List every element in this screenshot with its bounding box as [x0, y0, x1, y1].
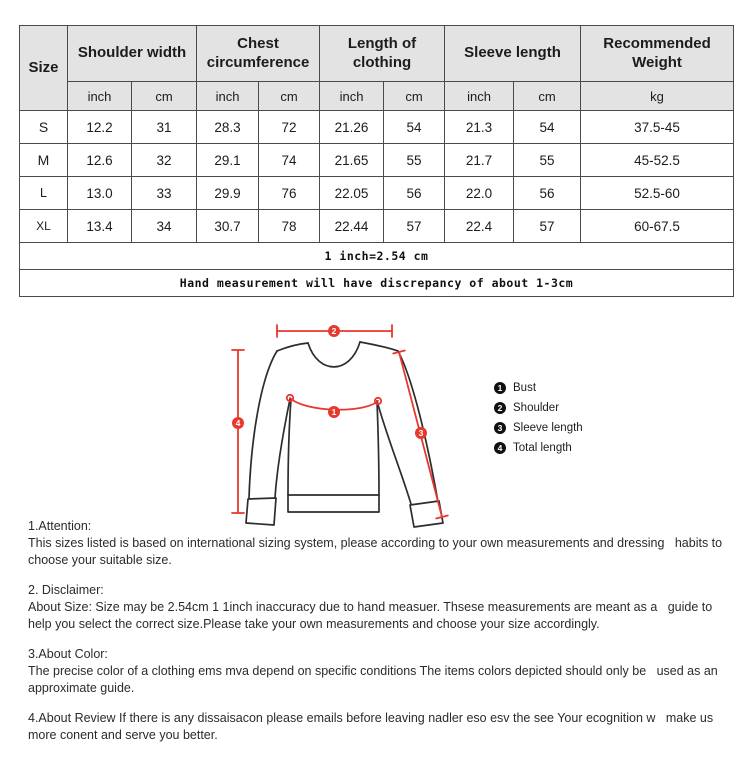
cell-value: 21.26 — [320, 111, 384, 144]
marker-bust-number: 1 — [331, 407, 337, 417]
measurement-discrepancy-note: Hand measurement will have discrepancy of about 1-3cm — [20, 270, 734, 297]
section-body: The precise color of a clothing ems mva depend on specific conditions The items colors depicted should only be used as an approximate guide. — [28, 664, 722, 695]
section-disclaimer — [28, 582, 732, 633]
notes-sections — [28, 518, 732, 757]
section-heading: 3.About Color: — [28, 647, 108, 661]
section-body: 4.About Review If there is any dissaisacon please emails before leaving nadler eso esv the see Your ecognition w make us more conent and serve you better. — [28, 711, 717, 742]
marker-total-number: 4 — [235, 418, 241, 428]
cell-value: 28.3 — [197, 111, 259, 144]
diagram-legend — [494, 378, 644, 458]
cell-value: 56 — [514, 177, 581, 210]
size-value: XL — [20, 210, 68, 243]
sweater-outline — [246, 342, 443, 527]
cell-value: 31 — [132, 111, 197, 144]
unit-length-cm: cm — [384, 82, 445, 111]
legend-label-total-length: Total length — [513, 442, 572, 454]
unit-chest-cm: cm — [259, 82, 320, 111]
conversion-note: 1 inch=2.54 cm — [20, 243, 734, 270]
column-header-size: Size — [20, 26, 68, 111]
cell-value: 12.2 — [68, 111, 132, 144]
table-row — [20, 210, 734, 243]
unit-sleeve-cm: cm — [514, 82, 581, 111]
size-value: M — [20, 144, 68, 177]
unit-shoulder-inch: inch — [68, 82, 132, 111]
size-value: S — [20, 111, 68, 144]
legend-item-shoulder — [494, 398, 644, 418]
cell-value: 22.0 — [445, 177, 514, 210]
table-row — [20, 111, 734, 144]
column-header-shoulder-width: Shoulder width — [68, 26, 197, 82]
section-about-review — [28, 710, 732, 744]
section-attention — [28, 518, 732, 569]
cell-value: 13.0 — [68, 177, 132, 210]
size-value: L — [20, 177, 68, 210]
column-header-recommended-weight: Recommended Weight — [581, 26, 734, 82]
cell-value: 57 — [514, 210, 581, 243]
cell-value: 78 — [259, 210, 320, 243]
section-body: About Size: Size may be 2.54cm 1 1inch inaccuracy due to hand measuer. Thsese measurements are meant as a guide to help you select the correct size.Please take your own measurements and choose your size accordingly. — [28, 600, 716, 631]
cell-value: 34 — [132, 210, 197, 243]
legend-bullet-4: 4 — [494, 442, 506, 454]
legend-label-sleeve-length: Sleeve length — [513, 422, 583, 434]
legend-bullet-2: 2 — [494, 402, 506, 414]
cell-value: 55 — [384, 144, 445, 177]
cell-value: 13.4 — [68, 210, 132, 243]
cell-value: 32 — [132, 144, 197, 177]
unit-row — [20, 82, 734, 111]
section-heading: 1.Attention: — [28, 519, 92, 533]
cell-value: 21.65 — [320, 144, 384, 177]
legend-label-bust: Bust — [513, 382, 537, 394]
unit-weight-kg: kg — [581, 82, 734, 111]
column-header-chest-circumference: Chest circumference — [197, 26, 320, 82]
legend-label-shoulder: Shoulder — [513, 402, 560, 414]
unit-sleeve-inch: inch — [445, 82, 514, 111]
cell-value: 21.7 — [445, 144, 514, 177]
table-row — [20, 144, 734, 177]
unit-chest-inch: inch — [197, 82, 259, 111]
legend-item-sleeve-length — [494, 418, 644, 438]
cell-value: 60-67.5 — [581, 210, 734, 243]
cell-value: 22.05 — [320, 177, 384, 210]
cell-value: 37.5-45 — [581, 111, 734, 144]
marker-sleeve-number: 3 — [418, 428, 424, 438]
cell-value: 45-52.5 — [581, 144, 734, 177]
section-body: This sizes listed is based on international sizing system, please according to your own measurements and dressing habits to choose your suitable size. — [28, 536, 726, 567]
cell-value: 22.44 — [320, 210, 384, 243]
cell-value: 54 — [514, 111, 581, 144]
measurement-lines — [232, 325, 448, 519]
cell-value: 21.3 — [445, 111, 514, 144]
cell-value: 72 — [259, 111, 320, 144]
cell-value: 54 — [384, 111, 445, 144]
cell-value: 52.5-60 — [581, 177, 734, 210]
legend-bullet-3: 3 — [494, 422, 506, 434]
section-about-color — [28, 646, 732, 697]
cell-value: 55 — [514, 144, 581, 177]
column-header-sleeve-length: Sleeve length — [445, 26, 581, 82]
cell-value: 30.7 — [197, 210, 259, 243]
cell-value: 12.6 — [68, 144, 132, 177]
unit-shoulder-cm: cm — [132, 82, 197, 111]
cell-value: 29.9 — [197, 177, 259, 210]
legend-bullet-1: 1 — [494, 382, 506, 394]
sweater-measurement-diagram — [215, 315, 460, 530]
section-heading: 2. Disclaimer: — [28, 583, 104, 597]
marker-shoulder-number: 2 — [331, 326, 337, 336]
legend-item-total-length — [494, 438, 644, 458]
measurement-markers — [232, 325, 427, 439]
column-header-length-of-clothing: Length of clothing — [320, 26, 445, 82]
cell-value: 74 — [259, 144, 320, 177]
cell-value: 56 — [384, 177, 445, 210]
cell-value: 76 — [259, 177, 320, 210]
size-chart-table — [19, 25, 734, 297]
legend-item-bust — [494, 378, 644, 398]
cell-value: 57 — [384, 210, 445, 243]
cell-value: 29.1 — [197, 144, 259, 177]
cell-value: 22.4 — [445, 210, 514, 243]
table-row — [20, 177, 734, 210]
unit-length-inch: inch — [320, 82, 384, 111]
cell-value: 33 — [132, 177, 197, 210]
